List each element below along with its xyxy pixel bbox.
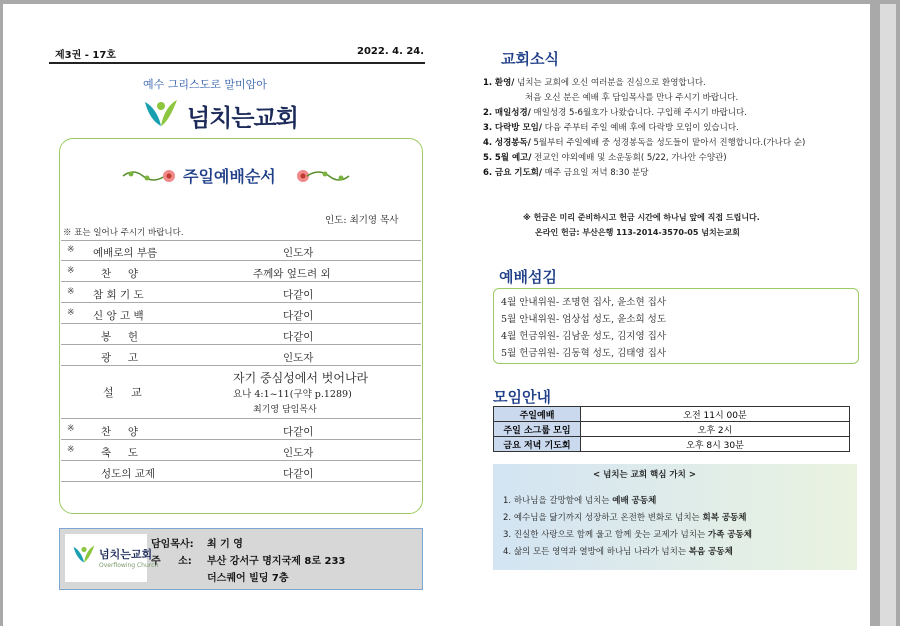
value-bold: 예배 공동체 (612, 496, 657, 506)
news-item (483, 76, 863, 91)
standing-mark: ※ (67, 424, 75, 434)
news-head: 다락방 모임/ (494, 123, 542, 133)
news-num: 2. (483, 108, 493, 118)
bulletin-page (3, 4, 870, 626)
footer-logo (65, 534, 159, 582)
sermon-preacher: 최기영 담임목사 (253, 405, 317, 415)
order-item: 찬 양 (101, 268, 138, 280)
news-title: 교회소식 (501, 50, 559, 68)
flower-ornament-icon (121, 166, 179, 186)
standing-mark: ※ (67, 445, 75, 455)
pastor-label: 담임목사: (151, 539, 194, 550)
worship-leader: 인도: 최기영 목사 (325, 215, 399, 226)
news-item (483, 166, 863, 181)
value-text: 하나님을 갈망함에 넘치는 (513, 496, 613, 506)
meeting-time: 오후 2시 (581, 422, 850, 437)
order-item: 성도의 교제 (101, 468, 156, 480)
order-lead: 다같이 (283, 468, 314, 480)
meeting-row (494, 422, 850, 437)
meeting-row (494, 437, 850, 452)
order-lead: 다같이 (283, 289, 314, 301)
news-text: 처음 오신 분은 예배 후 담임목사를 만나 주시기 바랍니다. (525, 93, 739, 103)
sermon-item: 설 교 (103, 386, 142, 399)
order-item: 광 고 (101, 352, 138, 364)
value-text: 진실한 사랑으로 함께 울고 함께 웃는 교제가 넘치는 (513, 530, 708, 540)
order-row (61, 442, 421, 461)
order-item: 신 앙 고 백 (93, 310, 144, 322)
standing-mark: ※ (67, 245, 75, 255)
order-lead: 다같이 (283, 331, 314, 343)
standing-mark: ※ (67, 266, 75, 276)
news-item (483, 91, 863, 106)
volume-number: 제3권 - 17호 (55, 50, 116, 61)
value-item (503, 528, 752, 545)
offering-note: ※ 헌금은 미리 준비하시고 헌금 시간에 하나님 앞에 직접 드립니다. (523, 213, 760, 222)
order-row (61, 421, 421, 440)
order-row (61, 463, 421, 482)
order-lead: 인도자 (283, 247, 314, 259)
order-item: 예배로의 부름 (93, 247, 158, 259)
service-row: 5월 안내위원- 엄상섭 성도, 윤소희 성도 (501, 314, 667, 325)
sermon-title: 자기 중심성에서 벗어나라 (233, 371, 369, 385)
news-head: 금요 기도회/ (494, 168, 542, 178)
meeting-time: 오후 8시 30분 (581, 437, 850, 452)
service-row: 5월 헌금위원- 김동혁 성도, 김태영 집사 (501, 348, 667, 359)
online-offering: 온라인 헌금: 부산은행 113-2014-3570-05 넘치는교회 (535, 228, 740, 237)
address-line-2: 더스퀘어 빌딩 7층 (207, 573, 289, 584)
footer-logo-name: 넘치는교회 (99, 548, 153, 561)
core-values-list (503, 494, 752, 562)
value-bold: 가족 공동체 (707, 530, 752, 540)
value-num: 1. (503, 496, 512, 506)
order-row (61, 284, 421, 303)
news-text: 매주 금요일 저녁 8:30 분당 (541, 168, 649, 178)
value-item (503, 545, 752, 562)
order-lead: 인도자 (283, 447, 314, 459)
address-line-1: 부산 강서구 명지국제 8로 233 (207, 556, 346, 567)
footer-logo-sub: Overflowing Church (99, 562, 159, 569)
news-head: 환영/ (494, 78, 515, 88)
value-num: 2. (503, 513, 512, 523)
news-text: 5월부터 주일예배 중 성경봉독을 성도들이 맡아서 진행합니다.(가나다 순) (530, 138, 806, 148)
news-num: 5. (483, 153, 493, 163)
church-logo-icon (141, 96, 181, 130)
news-num: 1. (483, 78, 493, 88)
value-num: 3. (503, 530, 512, 540)
news-head: 성경봉독/ (494, 138, 531, 148)
meeting-name: 금요 저녁 기도회 (494, 437, 581, 452)
order-row (61, 305, 421, 324)
meeting-time: 오전 11시 00분 (581, 407, 850, 422)
news-list (483, 76, 863, 181)
service-list (501, 294, 666, 362)
order-row (61, 347, 421, 366)
news-num: 3. (483, 123, 493, 133)
scrollbar[interactable] (880, 4, 896, 626)
news-item (483, 136, 863, 151)
news-num: 4. (483, 138, 493, 148)
meeting-name: 주일예배 (494, 407, 581, 422)
news-text: 다음 주부터 주일 예배 후에 다락방 모임이 있습니다. (541, 123, 739, 133)
worship-title: 주일예배순서 (183, 167, 276, 186)
meeting-name: 주일 소그룹 모임 (494, 422, 581, 437)
church-logo-icon (71, 542, 97, 566)
service-title: 예배섬김 (499, 268, 557, 286)
core-values-title: < 넘치는 교회 핵심 가치 > (593, 470, 696, 480)
order-item: 봉 헌 (101, 331, 138, 343)
standing-mark: ※ (67, 308, 75, 318)
service-row: 4월 안내위원- 조명현 집사, 윤소현 집사 (501, 297, 667, 308)
news-item (483, 106, 863, 121)
address-label: 주 소: (151, 556, 192, 567)
meetings-table (493, 406, 850, 452)
news-text: 매일성경 5-6월호가 나왔습니다. 구입해 주시기 바랍니다. (530, 108, 747, 118)
church-name: 넘치는교회 (187, 104, 298, 132)
sermon-passage: 요나 4:1~11(구약 p.1289) (233, 389, 352, 400)
order-row (61, 326, 421, 345)
news-head: 매일성경/ (494, 108, 531, 118)
sermon-row (61, 368, 421, 419)
news-head: 5월 예고/ (494, 153, 532, 163)
value-bold: 복음 공동체 (688, 547, 733, 557)
worship-title-banner (121, 164, 351, 188)
order-item: 참 회 기 도 (93, 289, 144, 301)
value-text: 삶의 모든 영역과 열방에 하나님 나라가 넘치는 (513, 547, 689, 557)
value-text: 예수님을 닮기까지 성장하고 온전한 변화로 넘치는 (513, 513, 703, 523)
news-text: 넘치는 교회에 오신 여러분을 진심으로 환영합니다. (514, 78, 706, 88)
pastor-name: 최 기 영 (207, 539, 243, 550)
value-num: 4. (503, 547, 512, 557)
standing-note: ※ 표는 일어나 주시기 바랍니다. (63, 228, 184, 238)
order-lead: 인도자 (283, 352, 314, 364)
value-item (503, 494, 752, 511)
standing-mark: ※ (67, 287, 75, 297)
news-item (483, 121, 863, 136)
meetings-title: 모임안내 (493, 388, 551, 406)
meeting-row (494, 407, 850, 422)
order-lead: 주께와 엎드려 외 (253, 268, 331, 280)
slogan: 예수 그리스도로 말미암아 (143, 78, 267, 91)
order-row (61, 263, 421, 282)
header-rule (49, 62, 425, 64)
order-item: 축 도 (101, 447, 138, 459)
order-row (61, 242, 421, 261)
order-lead: 다같이 (283, 426, 314, 438)
service-row: 4월 헌금위원- 김남운 성도, 김지영 집사 (501, 331, 667, 342)
order-divider (61, 240, 421, 241)
news-num: 6. (483, 168, 493, 178)
value-item (503, 511, 752, 528)
news-item (483, 151, 863, 166)
news-text: 전교인 야외예배 및 소운동회( 5/22, 가나안 수양관) (531, 153, 727, 163)
bulletin-date: 2022. 4. 24. (357, 46, 425, 57)
order-lead: 다같이 (283, 310, 314, 322)
order-item: 찬 양 (101, 426, 138, 438)
flower-ornament-icon (293, 166, 351, 186)
value-bold: 회복 공동체 (702, 513, 747, 523)
